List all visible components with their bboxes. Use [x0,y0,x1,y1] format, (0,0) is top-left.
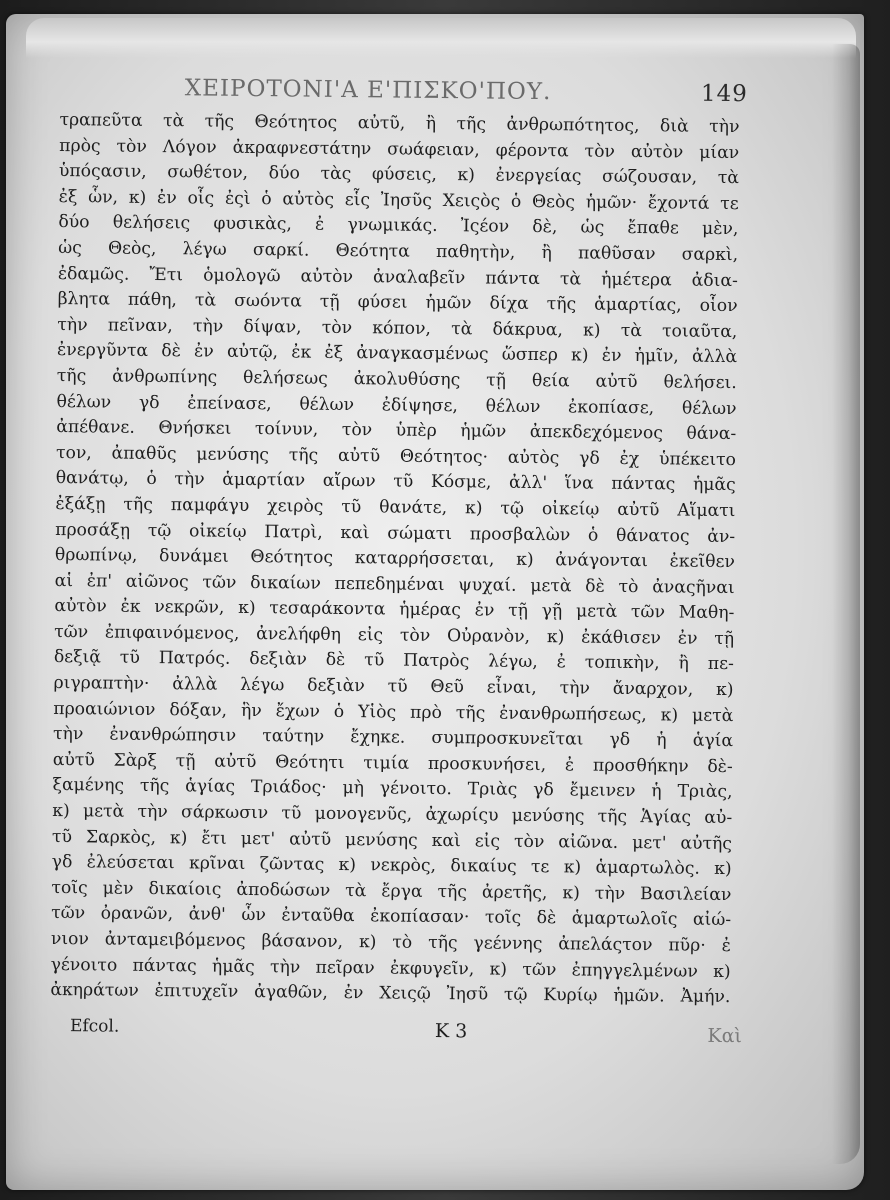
text-line: νιον ἀνταμειβόμενος βάσανον, κ) τὸ τῆς γεέννης ἀπελάςτον πῦρ· ἐ [50,928,731,957]
text-line: θρωπίνῳ, δυνάμει Θεότητος καταρρήσσεται, κ) ἀνάγονται ἐκεῖθεν [54,545,736,573]
text-line: αἱ ἐπ' αἰῶνος τῶν δικαίων πεπεδημέναι ψυχαί. μετὰ δὲ τὸ ἀναςῆναι [54,570,735,598]
text-line: ὡς Θεὸς, λέγω σαρκί. Θεότητα παθητὴν, ἢ παθῦσαν σαρκὶ, [58,237,739,266]
page-number: 149 [700,80,748,108]
text-line: ἐξάξῃ τῆς παμφάγυ χειρὸς τῦ θανάτε, κ) τῷ οἰκείῳ αὐτῦ Αἵματι [55,493,736,522]
text-line: τῶν ἐπιφαινόμενος, ἀνελήφθη εἰς τὸν Οὐρανὸν, κ) ἐκάθισεν ἐν τῇ [54,621,735,649]
footer-gathering-mark: K 3 [434,1019,468,1043]
text-line: τῆς ἀνθρωπίνης θελήσεως ἀκολυθύσης τῇ θεία αὐτῦ θελήσει. [56,365,737,394]
text-line: θανάτῳ, ὁ τὴν ἁμαρτίαν αἴρων τῦ Κόσμε, ἀλλ' ἵνα πάντας ἡμᾶς [55,468,736,496]
text-line: αὐτῦ Σὰρξ τῇ αὐτῦ Θεότητι τιμία προσκυνήσει, ἐ προσθήκην δὲ- [52,749,733,777]
running-head [60,72,748,115]
text-line: ξαμένης τῆς ἁγίας Τριάδος· μὴ γένοιτο. Τριὰς γδ ἔμεινεν ἡ Τριὰς, [52,775,733,803]
page-right-edge [832,44,860,1164]
text-line: ἐξ ὧν, κ) ἐν οἷς ἐςὶ ὁ αὐτὸς εἷς Ἰησῦς Χειςὸς ὁ Θεὸς ἡμῶν· ἔχοντά τε [58,186,739,214]
text-line: τραπεῦτα τὰ τῆς Θεότητος αὐτῦ, ἢ τῆς ἀνθρωπότητος, διὰ τὴν [59,109,740,138]
text-line: προαιώνιον δόξαν, ἣν ἔχων ὁ Υἱὸς πρὸ τῆς ἐνανθρωπήσεως, κ) μετὰ [53,698,734,726]
text-line: τῦ Σαρκὸς, κ) ἔτι μετ' αὐτῦ μενύσης καὶ εἰς τὸν αἰῶνα. μετ' αὐτῆς [51,826,733,854]
page-top-fold [26,18,856,58]
footer-catchword: Καὶ [707,1024,743,1047]
text-line: προσάξῃ τῷ οἰκείῳ Πατρὶ, καὶ σώματι προσβαλὼν ὁ θάνατος ἀν- [55,519,736,547]
text-line: γένοιτο πάντας ἡμᾶς τὴν πεῖραν ἐκφυγεῖν, κ) τῶν ἐπηγγελμένων κ) [50,954,731,982]
text-line: ριγραπτὴν· ἀλλὰ λέγω δεξιὰν τῦ Θεῦ εἶναι, τὴν ἄναρχον, κ) [53,673,734,701]
text-line: πρὸς τὸν Λόγον ἀκραφνεστάτην σωάφειαν, φέροντα τὸν αὐτὸν μίαν [59,135,740,163]
text-line: τον, ἀπαθῦς μενύσης τῆς αὐτῦ Θεότητος· αὐτὸς γδ ἐχ ὑπέκειτο [55,442,737,470]
text-line: θέλων γδ ἐπείνασε, θέλων ἐδίψησε, θέλων ἐκοπίασε, θέλων [56,391,737,419]
text-line: τὴν πεῖναν, τὴν δίψαν, τὸν κόπον, τὰ δάκρυα, κ) τὰ τοιαῦτα, [57,314,738,342]
text-line: δύο θελήσεις φυσικὰς, ἐ γνωμικάς. Ἰςέον δὲ, ὡς ἔπαθε μὲν, [58,212,739,240]
text-line: τὴν ἐνανθρώπησιν ταύτην ἔχηκε. συμπροσκυνεῖται γδ ἡ ἁγία [52,724,734,752]
text-line: τῶν ὀρανῶν, ἀνθ' ὧν ἐνταῦθα ἐκοπίασαν· τοῖς δὲ ἁμαρτωλοῖς αἰώ- [51,903,732,931]
text-line: ἐδαμῶς. Ἔτι ὁμολογῶ αὐτὸν ἀναλαβεῖν πάντα τὰ ἡμέτερα ἀδια- [57,263,738,291]
text-line: δεξιᾷ τῦ Πατρός. δεξιὰν δὲ τῦ Πατρὸς λέγω, ἐ τοπικὴν, ἢ πε- [53,647,734,675]
page-content [50,72,748,1051]
text-line: ἀκηράτων ἐπιτυχεῖν ἀγαθῶν, ἐν Χειςῷ Ἰησῦ τῷ Κυρίῳ ἡμῶν. Ἀμήν. [50,980,731,1008]
text-line: γδ ἐλεύσεται κρῖναι ζῶντας κ) νεκρὸς, δικαίυς τε κ) ἁμαρτωλὸς. κ) [51,852,732,880]
text-line: ἀπέθανε. Θνήσκει τοίνυν, τὸν ὑπὲρ ἡμῶν ἀπεκδεχόμενος θάνα- [56,417,737,445]
text-line: κ) μετὰ τὴν σάρκωσιν τῦ μονογενῦς, ἀχωρίςυ μενύσης τῆς Ἁγίας αὐ- [52,800,733,829]
text-line: ἐνεργῦντα δὲ ἐν αὐτῷ, ἐκ ἐξ ἀναγκασμένως ὥσπερ κ) ἐν ἡμῖν, ἀλλὰ [56,340,738,368]
running-head-title: ΧΕΙΡΟΤΟΝΙ'Α Ε'ΠΙΣΚΟ'ΠΟΥ. [184,75,552,106]
text-line: βλητα πάθη, τὰ σωόντα τῇ φύσει ἡμῶν δίχα τῆς ἁμαρτίας, οἷον [57,289,738,317]
text-line: ὑπόςασιν, σωθέτον, δύο τὰς φύσεις, κ) ἐνεργείας σώζουσαν, τὰ [58,161,740,189]
text-line: τοῖς μὲν δικαίοις ἀποδώσων τὰ ἔργα τῆς ἀρετῆς, κ) τὴν Βασιλείαν [51,877,732,905]
footer-signature: Efcol. [69,1015,120,1037]
body-text [50,108,739,1011]
text-line: αὐτὸν ἐκ νεκρῶν, κ) τεσαράκοντα ἡμέρας ἐν τῇ γῇ μετὰ τῶν Μαθη- [54,596,735,624]
